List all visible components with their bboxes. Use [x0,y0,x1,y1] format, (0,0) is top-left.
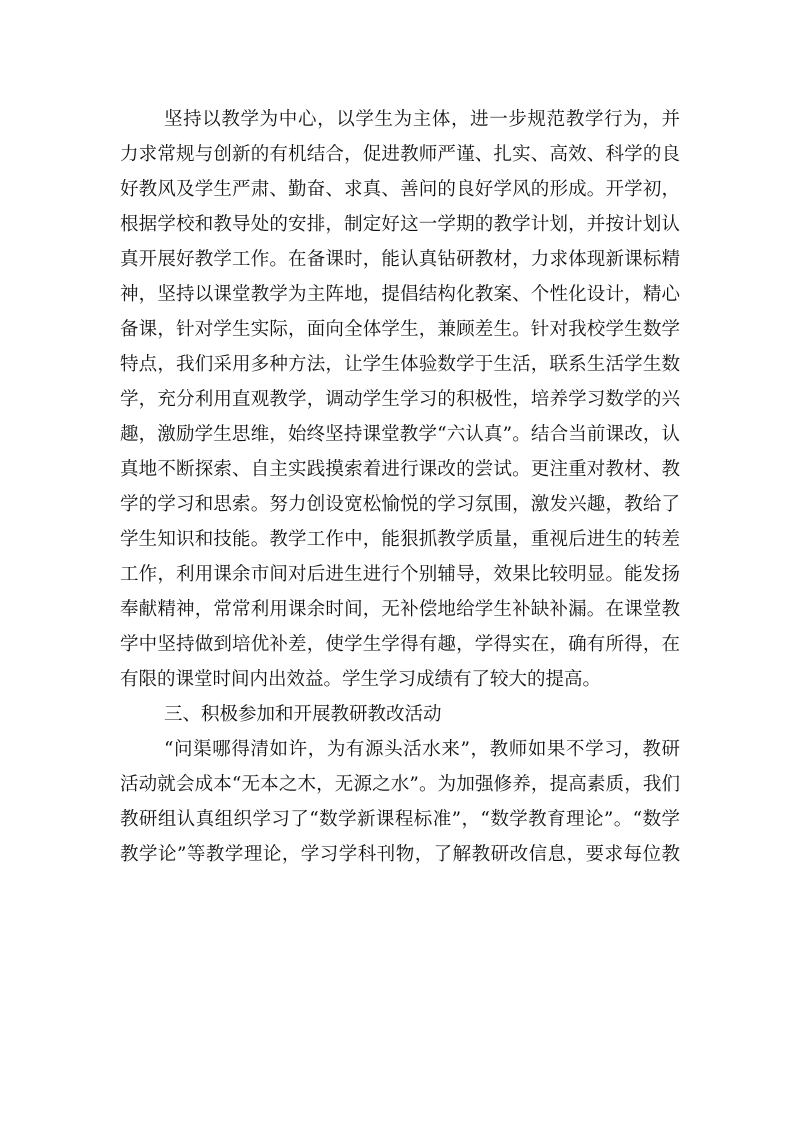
paragraph-line: “问渠哪得清如许，为有源头活水来”，教师如果不学习，教研 [164,739,680,760]
paragraph-line: 学生知识和技能。教学工作中，能狠抓教学质量，重视后进生的转差 [120,529,680,550]
paragraph-line: 学中坚持做到培优补差，使学生学得有趣，学得实在，确有所得，在 [120,634,680,655]
paragraph-line: 教研组认真组织学习了“数学新课程标准”，“数学教育理论”。“数学 [120,809,680,830]
paragraph-line: 教学论”等教学理论，学习学科刊物，了解教研改信息，要求每位教 [120,844,680,865]
paragraph-line: 备课，针对学生实际，面向全体学生，兼顾差生。针对我校学生数学 [120,319,680,340]
paragraph-line: 学，充分利用直观教学，调动学生学习的积极性，培养学习数学的兴 [120,389,680,410]
paragraph-line: 趣，激励学生思维，始终坚持课堂教学“六认真”。结合当前课改，认 [120,424,680,445]
section-heading: 三、积极参加和开展教研教改活动 [164,704,442,725]
paragraph-line: 真地不断探索、自主实践摸索着进行课改的尝试。更注重对教材、教 [120,459,680,480]
paragraph-line: 神，坚持以课堂教学为主阵地，提倡结构化教案、个性化设计，精心 [120,284,680,305]
paragraph-line: 活动就会成本“无本之木，无源之水”。为加强修养，提高素质，我们 [120,774,680,795]
paragraph-line: 力求常规与创新的有机结合，促进教师严谨、扎实、高效、科学的良 [120,144,680,165]
paragraph-line: 工作，利用课余市间对后进生进行个别辅导，效果比较明显。能发扬 [120,564,680,585]
paragraph-line: 真开展好教学工作。在备课时，能认真钻研教材，力求体现新课标精 [120,249,680,270]
paragraph-line: 根据学校和教导处的安排，制定好这一学期的教学计划，并按计划认 [120,214,680,235]
paragraph-line: 坚持以教学为中心，以学生为主体，进一步规范教学行为，并 [164,109,680,130]
paragraph-line: 好教风及学生严肃、勤奋、求真、善问的良好学风的形成。开学初， [120,179,680,200]
body-text [120,102,680,872]
paragraph-line: 有限的课堂时间内出效益。学生学习成绩有了较大的提高。 [120,669,602,690]
paragraph-line: 奉献精神，常常利用课余时间，无补偿地给学生补缺补漏。在课堂教 [120,599,680,620]
paragraph-line: 学的学习和思索。努力创设宽松愉悦的学习氛围，激发兴趣，教给了 [120,494,680,515]
paragraph-line: 特点，我们采用多种方法，让学生体验数学于生活，联系生活学生数 [120,354,680,375]
